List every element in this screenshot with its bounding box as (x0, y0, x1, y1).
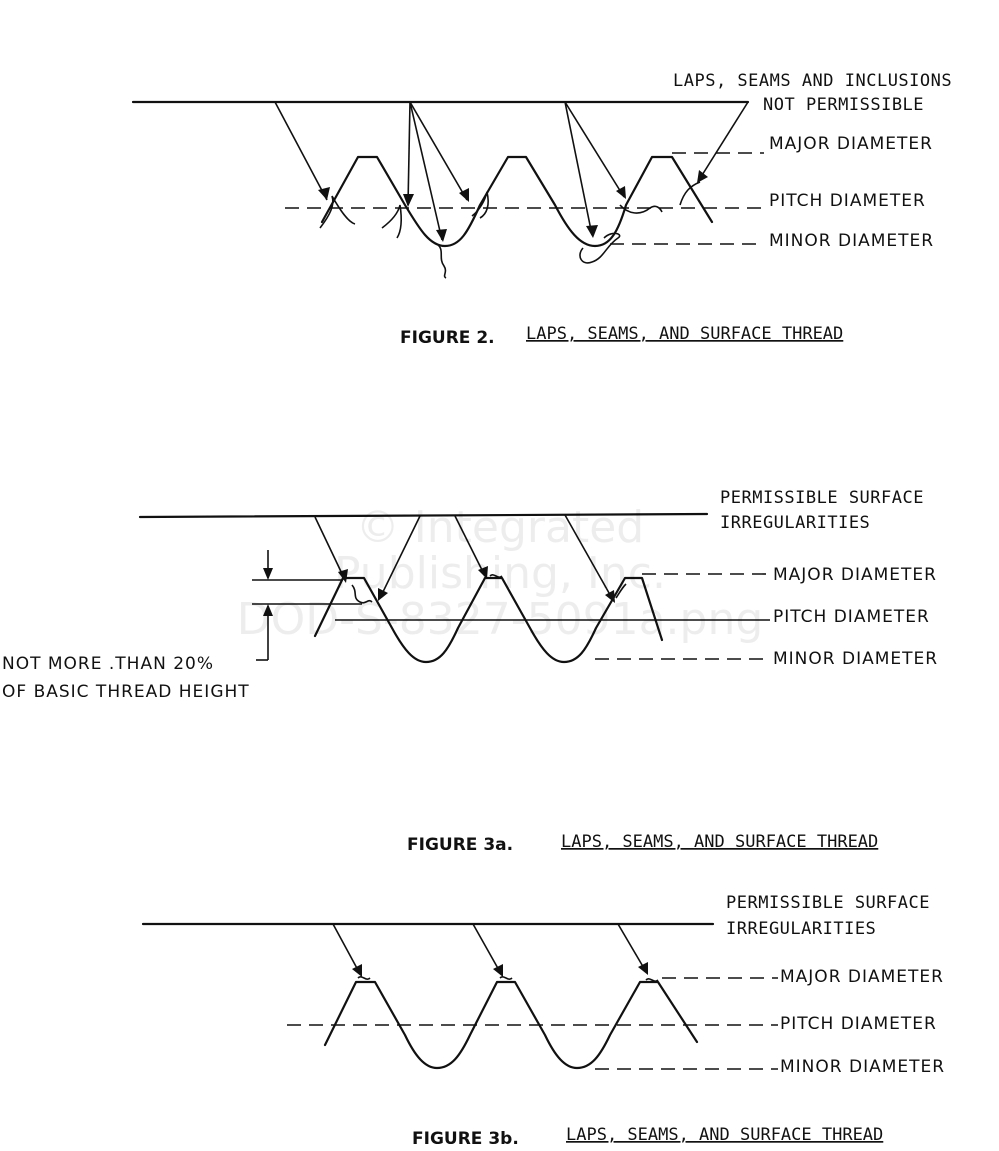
fig2-caption-text: LAPS, SEAMS, AND SURFACE THREAD (526, 324, 844, 344)
figure-3b (143, 893, 945, 1149)
fig3b-minor-diameter-label: MINOR DIAMETER (780, 1057, 946, 1077)
fig2-caption-number: FIGURE 2. (400, 328, 495, 348)
fig3a-pitch-diameter-label: PITCH DIAMETER (773, 607, 930, 627)
fig3b-major-diameter-label: MAJOR DIAMETER (780, 967, 944, 987)
fig3a-major-diameter-label: MAJOR DIAMETER (773, 565, 937, 585)
fig2-minor-diameter-label: MINOR DIAMETER (769, 231, 935, 251)
fig2-pitch-diameter-label: PITCH DIAMETER (769, 191, 926, 211)
watermark-line-1: © Integrated (355, 502, 645, 553)
fig3a-caption-text: LAPS, SEAMS, AND SURFACE THREAD (561, 832, 879, 852)
fig2-thread-profile (322, 157, 712, 246)
fig3b-callout-line-2: IRREGULARITIES (726, 919, 877, 939)
fig3b-caption-number: FIGURE 3b. (412, 1129, 519, 1149)
fig3a-limit-note-line-2: OF BASIC THREAD HEIGHT (2, 682, 250, 702)
fig2-callout-arrows (275, 102, 748, 242)
fig3a-minor-diameter-label: MINOR DIAMETER (773, 649, 939, 669)
fig3a-callout-line-1: PERMISSIBLE SURFACE (720, 488, 924, 508)
figure-2 (133, 71, 952, 348)
fig3a-limit-note-line-1: NOT MORE .THAN 20% (2, 654, 214, 674)
fig2-major-diameter-label: MAJOR DIAMETER (769, 134, 933, 154)
fig2-defect-marks (320, 182, 700, 278)
fig3a-callout-line-2: IRREGULARITIES (720, 513, 871, 533)
fig3b-pitch-diameter-label: PITCH DIAMETER (780, 1014, 937, 1034)
fig2-callout-line-2: NOT PERMISSIBLE (763, 95, 925, 115)
watermark-line-3: DOD-S-8327-5091a.png (236, 594, 764, 645)
fig3b-caption-text: LAPS, SEAMS, AND SURFACE THREAD (566, 1125, 884, 1145)
watermark (237, 502, 764, 645)
fig3a-caption-number: FIGURE 3a. (407, 835, 514, 855)
fig2-callout-line-1: LAPS, SEAMS AND INCLUSIONS (673, 71, 953, 91)
fig3b-defect-marks (358, 977, 658, 981)
watermark-line-2: Publishing, Inc. (334, 548, 666, 599)
fig3b-callout-line-1: PERMISSIBLE SURFACE (726, 893, 930, 913)
fig3b-callout-arrows (333, 924, 648, 977)
